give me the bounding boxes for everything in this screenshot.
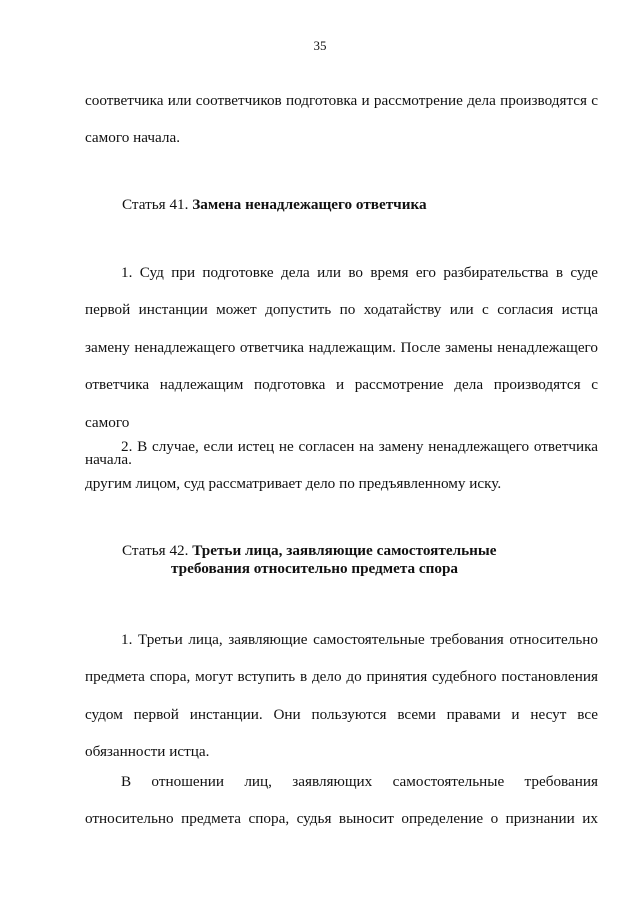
text-line: 1. Третьи лица, заявляющие самостоятельные требования относительно: [121, 631, 598, 648]
text-line: 1. Суд при подготовке дела или во время его разбирательства в суде: [121, 264, 598, 281]
article-42-heading: [122, 542, 496, 578]
article-41-prefix: Статья 41.: [122, 196, 189, 213]
article-41-paragraph-2: [85, 428, 598, 503]
text-line: соответчика или соответчиков подготовка и рассмотрение дела производятся с: [85, 92, 598, 109]
article-42-prefix: Статья 42.: [122, 542, 189, 559]
text-line: самого начала.: [85, 129, 181, 147]
article-42-paragraph-2: [85, 763, 598, 838]
text-line: В отношении лиц, заявляющих самостоятельные требования: [121, 773, 598, 790]
article-42-paragraph-1: [85, 621, 598, 771]
article-41-title: Замена ненадлежащего ответчика: [192, 196, 427, 213]
page-number: 35: [313, 38, 327, 53]
article-41-heading: [122, 196, 427, 214]
text-line: замену ненадлежащего ответчика надлежащим. После замены ненадлежащего: [85, 338, 598, 356]
text-line: обязанности истца.: [85, 743, 210, 761]
text-line: относительно предмета спора, судья выносит определение о признании их: [85, 810, 598, 828]
text-line: первой инстанции может допустить по ходатайству или с согласия истца: [85, 301, 598, 319]
article-42-title-line-1: Третьи лица, заявляющие самостоятельные: [192, 542, 497, 559]
article-42-title-line-2: требования относительно предмета спора: [171, 560, 459, 577]
text-line: ответчика надлежащим подготовка и рассмотрение дела производятся с самого: [85, 376, 598, 431]
intro-paragraph: [85, 82, 598, 157]
text-line: другим лицом, суд рассматривает дело по предъявленному иску.: [85, 475, 502, 493]
text-line: предмета спора, могут вступить в дело до принятия судебного постановления: [85, 668, 598, 686]
text-line: 2. В случае, если истец не согласен на замену ненадлежащего ответчика: [121, 438, 598, 455]
text-line: начала.: [85, 451, 132, 469]
text-line: судом первой инстанции. Они пользуются всеми правами и несут все: [85, 705, 598, 723]
